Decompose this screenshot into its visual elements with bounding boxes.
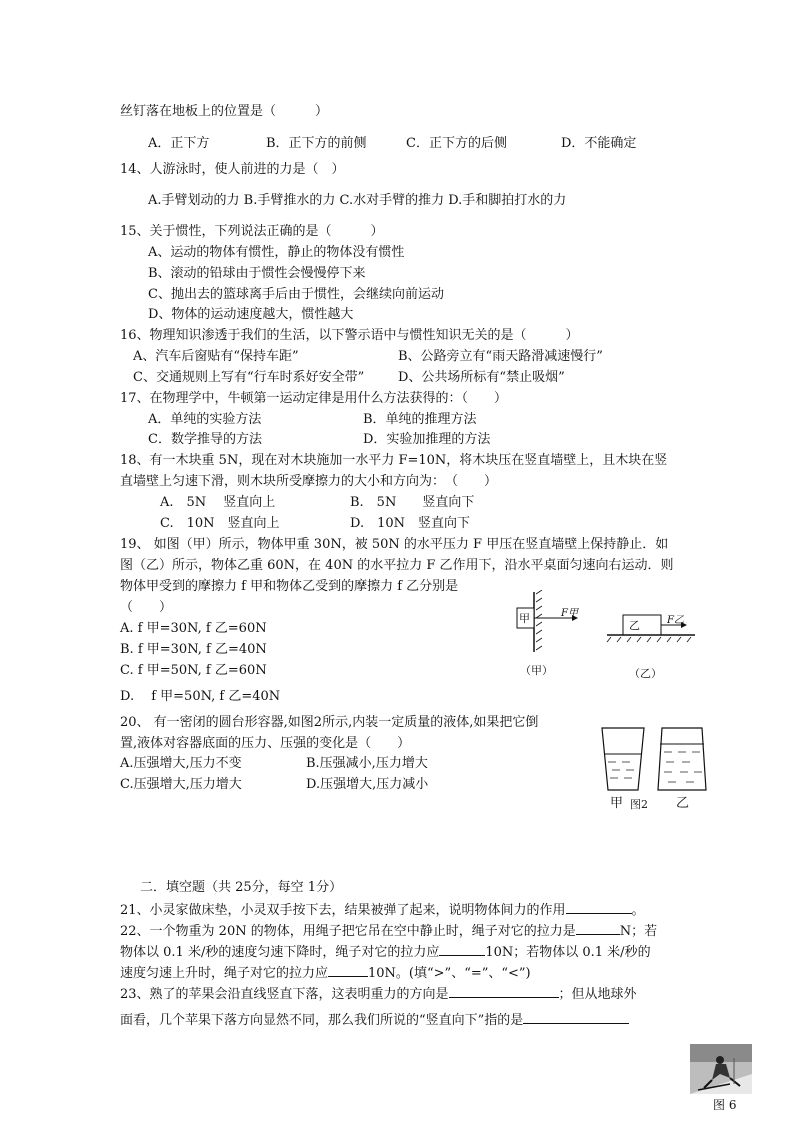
- q22-answer-blank-3[interactable]: [328, 963, 368, 977]
- q18-option-b: B. 5N 竖直向下: [350, 495, 475, 510]
- q22-line2: [120, 942, 651, 962]
- figure-jia: [512, 590, 602, 680]
- q22-line1: [120, 921, 657, 941]
- q20-option-b: B.压强减小,压力增大: [306, 756, 428, 771]
- figure-jia-block-label: 甲: [519, 612, 530, 625]
- q17-option-d: D．实验加推理的方法: [363, 432, 491, 447]
- q15-option-c: C、抛出去的篮球离手后由于惯性，会继续向前运动: [148, 287, 444, 302]
- q17-option-b: B．单纯的推理方法: [363, 412, 477, 427]
- q19-stem-line1: 19、 如图（甲）所示，物体甲重 30N，被 50N 的水平压力 F 甲压在竖直墙壁上保持静止．如: [120, 537, 669, 552]
- q22-line2-text: 物体以 0.1 米/秒的速度匀速下降时，绳子对它的拉力应: [120, 945, 440, 960]
- q16-option-c: C、交通规则上写有“行车时系好安全带”: [133, 370, 365, 385]
- q22-line2-end: 10N；若物体以 0.1 米/秒的: [485, 945, 651, 960]
- q14-options: A.手臂划动的力 B.手臂推水的力 C.水对手臂的推力 D.手和脚拍打水的力: [148, 193, 567, 208]
- q15-option-b: B、滚动的铅球由于惯性会慢慢停下来: [148, 266, 366, 281]
- q18-option-a: A. 5N 竖直向上: [160, 495, 276, 510]
- q20-option-a: A.压强增大,压力不变: [120, 756, 242, 771]
- figure-2-jia-label: 甲: [610, 796, 624, 811]
- q23-line2-text: 面看，几个苹果下落方向显然不同，那么我们所说的“竖直向下”指的是: [120, 1013, 524, 1028]
- q14-stem: 14、人游泳时，使人前进的力是（ ）: [120, 162, 345, 177]
- q22-answer-blank-1[interactable]: [576, 921, 620, 935]
- q19-stem-line2: 图（乙）所示，物体乙重 60N，在 40N 的水平拉力 F 乙作用下，沿水平桌面匀速向右运动．则: [120, 558, 674, 573]
- q16-stem: 16、物理知识渗透于我们的生活，以下警示语中与惯性知识无关的是（ ）: [120, 328, 579, 343]
- q16-option-a: A、汽车后窗贴有“保持车距”: [133, 349, 299, 364]
- q23-line1-end: ；但从地球外: [558, 987, 637, 1002]
- q16-option-b: B、公路旁立有“雨天路滑减速慢行”: [398, 349, 603, 364]
- q19-stem-line3: 物体甲受到的摩擦力 f 甲和物体乙受到的摩擦力 f 乙分别是: [120, 579, 459, 594]
- q22-line3-end: 10N。(填“>”、“=”、“<”): [368, 966, 531, 981]
- figure-2-yi-label: 乙: [676, 796, 690, 811]
- figure-2: [592, 722, 712, 814]
- q21-text: 21、小灵家做床垫，小灵双手按下去，结果被弹了起来，说明物体间力的作用: [120, 903, 566, 918]
- q13-option-b: B．正下方的前侧: [266, 136, 367, 151]
- figure-yi: [603, 605, 698, 685]
- q15-option-d: D、物体的运动速度越大，惯性越大: [148, 307, 354, 322]
- q22-answer-blank-2[interactable]: [439, 942, 485, 956]
- q21-end: 。: [631, 903, 645, 918]
- q23-line1: [120, 984, 637, 1004]
- figure-2-caption: 图2: [630, 798, 648, 811]
- q17-option-a: A．单纯的实验方法: [148, 412, 262, 427]
- figure-yi-caption: （乙）: [629, 667, 662, 680]
- q13-option-d: D．不能确定: [561, 136, 637, 151]
- q20-option-c: C.压强增大,压力增大: [120, 777, 242, 792]
- q15-stem: 15、关于惯性，下列说法正确的是（ ）: [120, 224, 384, 239]
- q21-answer-blank[interactable]: [566, 900, 632, 914]
- q19-answer-bracket: （ ）: [120, 600, 173, 615]
- skier-image: [690, 1044, 752, 1094]
- q22-line3-text: 速度匀速上升时，绳子对它的拉力应: [120, 966, 329, 981]
- q19-option-c: C. f 甲=50N, f 乙=60N: [120, 663, 267, 678]
- q17-stem: 17、在物理学中，牛顿第一运动定律是用什么方法获得的：（ ）: [120, 391, 508, 406]
- q20-option-d: D.压强增大,压力减小: [306, 777, 429, 792]
- q18-stem-line1: 18、有一木块重 5N，现在对木块施加一水平力 F=10N，将木块压在竖直墙壁上，且木块在竖: [120, 453, 668, 468]
- section-fill-in-header: 二．填空题（共 25分，每空 1分）: [140, 880, 343, 895]
- figure-jia-force-label: F甲: [561, 608, 578, 619]
- q20-stem-line2: 置,液体对容器底面的压力、压强的变化是（ ）: [120, 736, 411, 751]
- q22-line1-text: 22、一个物重为 20N 的物体，用绳子把它吊在空中静止时，绳子对它的拉力是: [120, 924, 576, 939]
- figure-6-photo: [690, 1044, 752, 1094]
- q18-stem-line2: 直墙壁上匀速下滑，则木块所受摩擦力的大小和方向为： （ ）: [120, 474, 498, 489]
- q17-option-c: C．数学推导的方法: [148, 432, 262, 447]
- q20-stem-line1: 20、 有一密闭的圆台形容器,如图2所示,内装一定质量的液体,如果把它倒: [120, 715, 539, 730]
- q23-answer-blank-1[interactable]: [449, 984, 559, 998]
- figure-6-caption: 图 6: [713, 1098, 737, 1112]
- q19-option-b: B. f 甲=30N, f 乙=40N: [120, 642, 267, 657]
- q22-line3: [120, 963, 531, 983]
- q18-option-c: C. 10N 竖直向上: [160, 516, 280, 531]
- q13-stem-tail: 丝钉落在地板上的位置是（ ）: [120, 104, 329, 119]
- figure-yi-force-label: F乙: [667, 615, 684, 626]
- q23-line2: [120, 1010, 629, 1030]
- q19-option-d: D. f 甲=50N, f 乙=40N: [120, 689, 281, 704]
- q13-option-a: A．正下方: [148, 136, 210, 151]
- q18-option-d: D. 10N 竖直向下: [350, 516, 471, 531]
- q16-option-d: D、公共场所标有“禁止吸烟”: [398, 370, 565, 385]
- q15-option-a: A、运动的物体有惯性，静止的物体没有惯性: [148, 245, 405, 260]
- q22-line1-end: N；若: [619, 924, 658, 939]
- q19-option-a: A. f 甲=30N, f 乙=60N: [120, 621, 267, 636]
- q21-stem: [120, 900, 645, 920]
- figure-jia-caption: （甲）: [520, 664, 553, 677]
- q13-option-c: C．正下方的后侧: [406, 136, 507, 151]
- q23-answer-blank-2[interactable]: [523, 1010, 629, 1024]
- q23-line1-text: 23、熟了的苹果会沿直线竖直下落，这表明重力的方向是: [120, 987, 449, 1002]
- figure-yi-block-label: 乙: [629, 619, 640, 632]
